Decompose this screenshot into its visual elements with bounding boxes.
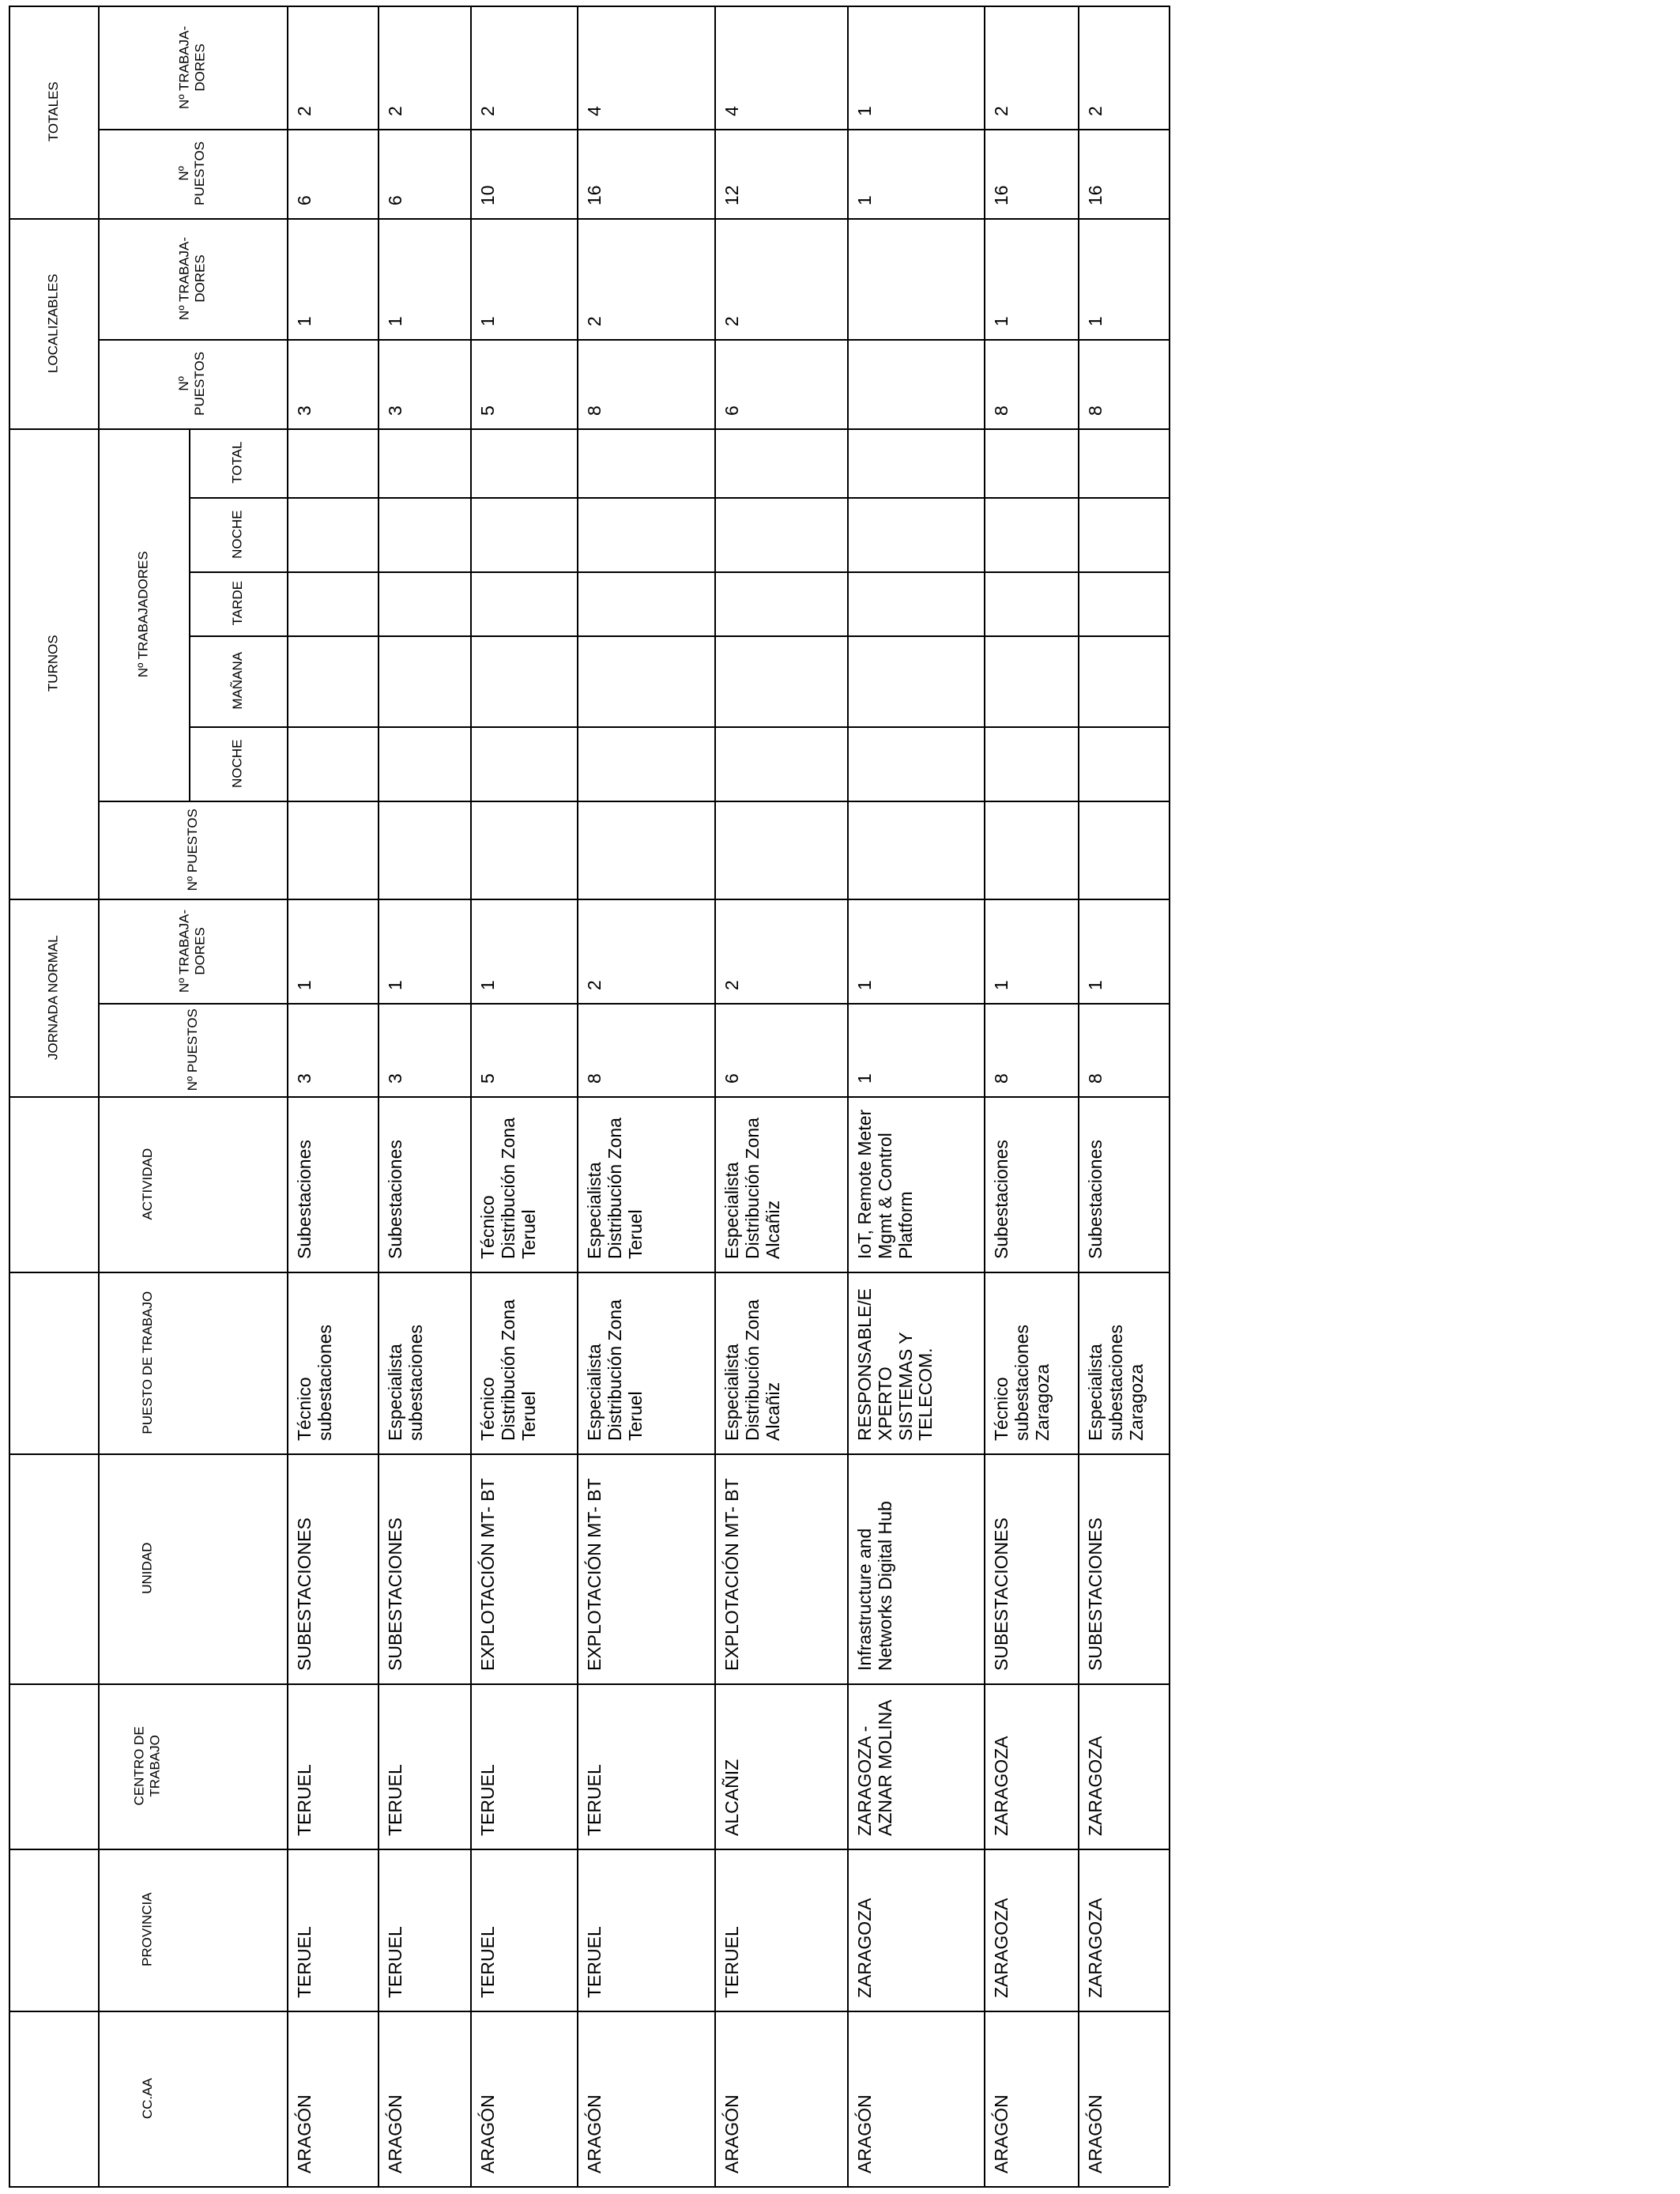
row-1-t-tarde bbox=[287, 571, 378, 635]
row-4-loc-trab-text: 2 bbox=[584, 316, 605, 326]
row-7-centro bbox=[984, 1683, 1078, 1849]
row-2-loc-puestos-text: 3 bbox=[385, 405, 405, 416]
row-6-t-total bbox=[847, 428, 984, 497]
row-3-centro-text: TERUEL bbox=[477, 1764, 498, 1836]
row-4-ccaa-text: ARAGÓN bbox=[584, 2094, 605, 2173]
row-4-t-noche1 bbox=[577, 726, 714, 801]
row-7-unidad-text: SUBESTACIONES bbox=[991, 1517, 1011, 1671]
row-7-tot-trab-text: 2 bbox=[991, 106, 1011, 116]
row-7-tot-trab bbox=[984, 6, 1078, 129]
row-3-puesto-text: Técnico Distribución Zona Teruel bbox=[477, 1299, 539, 1441]
row-8-t-total bbox=[1078, 428, 1169, 497]
row-2-unidad-text: SUBESTACIONES bbox=[385, 1517, 405, 1671]
row-8-provincia bbox=[1078, 1849, 1169, 2011]
row-4-tot-puestos-text: 16 bbox=[584, 185, 605, 205]
row-6-t-manana bbox=[847, 635, 984, 726]
row-1-jn-puestos-text: 3 bbox=[294, 1073, 315, 1084]
row-1-t-manana bbox=[287, 635, 378, 726]
row-7-t-tarde bbox=[984, 571, 1078, 635]
header-ccaa-label: CC.AA bbox=[139, 2078, 155, 2119]
row-1-t-noche2 bbox=[287, 497, 378, 571]
row-4-ccaa bbox=[577, 2011, 714, 2186]
row-8-actividad-text: Subestaciones bbox=[1085, 1140, 1106, 1259]
row-7-t-noche1 bbox=[984, 726, 1078, 801]
row-8-t-tarde bbox=[1078, 571, 1169, 635]
header-actividad bbox=[9, 1096, 287, 1272]
row-8-tot-puestos-text: 16 bbox=[1085, 185, 1106, 205]
row-6-loc-trab bbox=[847, 218, 984, 339]
header-turnos-manana-label: MAÑANA bbox=[229, 652, 245, 710]
header-jn-trabajadores bbox=[98, 899, 287, 1003]
row-3-tot-puestos bbox=[470, 129, 577, 218]
row-5-puesto-text: Especialista Distribución Zona Alcañiz bbox=[721, 1299, 783, 1441]
row-3-provincia bbox=[470, 1849, 577, 2011]
row-1-unidad-text: SUBESTACIONES bbox=[294, 1517, 315, 1671]
row-1-loc-trab-text: 1 bbox=[294, 316, 315, 326]
header-provincia-label: PROVINCIA bbox=[139, 1892, 155, 1967]
row-6-jn-puestos bbox=[847, 1003, 984, 1096]
row-4-jn-puestos-text: 8 bbox=[584, 1073, 605, 1084]
row-3-unidad-text: EXPLOTACIÓN MT- BT bbox=[477, 1478, 498, 1671]
row-8-t-puestos bbox=[1078, 801, 1169, 899]
row-7-ccaa-text: ARAGÓN bbox=[991, 2094, 1011, 2173]
row-1-jn-trab bbox=[287, 899, 378, 1003]
grid-line bbox=[1169, 6, 1170, 2186]
row-3-t-noche2 bbox=[470, 497, 577, 571]
row-4-centro bbox=[577, 1683, 714, 1849]
row-8-jn-trab bbox=[1078, 899, 1169, 1003]
row-8-jn-puestos bbox=[1078, 1003, 1169, 1096]
row-3-actividad bbox=[470, 1096, 577, 1272]
row-2-jn-trab-text: 1 bbox=[385, 980, 405, 990]
row-1-tot-puestos-text: 6 bbox=[294, 195, 315, 205]
row-8-puesto-text: Especialista subestaciones Zaragoza bbox=[1085, 1324, 1147, 1441]
row-1-provincia bbox=[287, 1849, 378, 2011]
row-8-loc-trab bbox=[1078, 218, 1169, 339]
row-8-actividad bbox=[1078, 1096, 1169, 1272]
row-5-t-noche2 bbox=[714, 497, 847, 571]
row-3-loc-trab-text: 1 bbox=[477, 316, 498, 326]
row-5-t-manana bbox=[714, 635, 847, 726]
row-2-t-noche1 bbox=[378, 726, 470, 801]
header-turnos-noche-1 bbox=[189, 726, 287, 801]
row-5-t-puestos bbox=[714, 801, 847, 899]
header-totales-label: TOTALES bbox=[45, 81, 61, 142]
row-8-t-noche2 bbox=[1078, 497, 1169, 571]
header-turnos bbox=[9, 428, 98, 899]
row-5-puesto bbox=[714, 1272, 847, 1453]
row-4-loc-puestos bbox=[577, 339, 714, 428]
header-loc-puestos-label: Nº PUESTOS bbox=[176, 352, 208, 416]
row-3-provincia-text: TERUEL bbox=[477, 1926, 498, 1998]
row-6-tot-puestos-text: 1 bbox=[854, 195, 875, 205]
row-7-loc-trab-text: 1 bbox=[991, 316, 1011, 326]
row-6-unidad bbox=[847, 1453, 984, 1683]
row-2-loc-trab bbox=[378, 218, 470, 339]
row-7-t-puestos bbox=[984, 801, 1078, 899]
row-1-ccaa bbox=[287, 2011, 378, 2186]
row-3-t-total bbox=[470, 428, 577, 497]
row-2-t-manana bbox=[378, 635, 470, 726]
header-centro bbox=[9, 1683, 287, 1849]
row-3-t-manana bbox=[470, 635, 577, 726]
header-turnos-trabajadores bbox=[98, 428, 189, 801]
header-unidad bbox=[9, 1453, 287, 1683]
row-3-puesto bbox=[470, 1272, 577, 1453]
row-8-loc-puestos bbox=[1078, 339, 1169, 428]
row-8-provincia-text: ZARAGOZA bbox=[1085, 1898, 1106, 1998]
row-8-ccaa-text: ARAGÓN bbox=[1085, 2094, 1106, 2173]
row-1-unidad bbox=[287, 1453, 378, 1683]
header-turnos-manana bbox=[189, 635, 287, 726]
row-8-ccaa bbox=[1078, 2011, 1169, 2186]
header-totales bbox=[9, 6, 98, 218]
row-1-ccaa-text: ARAGÓN bbox=[294, 2094, 315, 2173]
row-4-loc-trab bbox=[577, 218, 714, 339]
row-7-provincia bbox=[984, 1849, 1078, 2011]
row-5-tot-trab-text: 4 bbox=[721, 106, 742, 116]
row-3-loc-puestos bbox=[470, 339, 577, 428]
row-4-provincia-text: TERUEL bbox=[584, 1926, 605, 1998]
row-6-t-noche1 bbox=[847, 726, 984, 801]
row-7-jn-trab bbox=[984, 899, 1078, 1003]
row-5-actividad-text: Especialista Distribución Zona Alcañiz bbox=[721, 1118, 783, 1259]
row-5-jn-puestos bbox=[714, 1003, 847, 1096]
row-2-tot-trab bbox=[378, 6, 470, 129]
row-2-t-tarde bbox=[378, 571, 470, 635]
row-8-tot-puestos bbox=[1078, 129, 1169, 218]
row-4-jn-puestos bbox=[577, 1003, 714, 1096]
row-6-jn-puestos-text: 1 bbox=[854, 1073, 875, 1084]
row-1-actividad bbox=[287, 1096, 378, 1272]
row-2-centro-text: TERUEL bbox=[385, 1764, 405, 1836]
row-4-t-tarde bbox=[577, 571, 714, 635]
row-2-provincia-text: TERUEL bbox=[385, 1926, 405, 1998]
header-centro-label: CENTRO DE TRABAJO bbox=[131, 1726, 163, 1806]
row-5-tot-puestos-text: 12 bbox=[721, 185, 742, 205]
header-jornada-normal-label: JORNADA NORMAL bbox=[45, 935, 61, 1060]
row-6-puesto bbox=[847, 1272, 984, 1453]
row-7-jn-puestos-text: 8 bbox=[991, 1073, 1011, 1084]
row-8-unidad bbox=[1078, 1453, 1169, 1683]
header-jn-puestos-label: Nº PUESTOS bbox=[184, 1008, 200, 1091]
row-6-ccaa-text: ARAGÓN bbox=[854, 2094, 875, 2173]
row-1-centro bbox=[287, 1683, 378, 1849]
row-5-centro bbox=[714, 1683, 847, 1849]
row-4-tot-trab bbox=[577, 6, 714, 129]
row-3-loc-puestos-text: 5 bbox=[477, 405, 498, 416]
row-6-tot-trab-text: 1 bbox=[854, 106, 875, 116]
row-1-loc-puestos-text: 3 bbox=[294, 405, 315, 416]
row-3-ccaa-text: ARAGÓN bbox=[477, 2094, 498, 2173]
row-4-actividad bbox=[577, 1096, 714, 1272]
header-turnos-tarde-label: TARDE bbox=[229, 581, 245, 626]
row-6-provincia-text: ZARAGOZA bbox=[854, 1898, 875, 1998]
row-7-jn-trab-text: 1 bbox=[991, 980, 1011, 990]
row-4-centro-text: TERUEL bbox=[584, 1764, 605, 1836]
row-4-unidad bbox=[577, 1453, 714, 1683]
row-1-tot-trab-text: 2 bbox=[294, 106, 315, 116]
row-3-jn-puestos bbox=[470, 1003, 577, 1096]
row-4-actividad-text: Especialista Distribución Zona Teruel bbox=[584, 1118, 646, 1259]
row-1-t-total bbox=[287, 428, 378, 497]
row-5-loc-trab bbox=[714, 218, 847, 339]
row-5-ccaa-text: ARAGÓN bbox=[721, 2094, 742, 2173]
row-6-provincia bbox=[847, 1849, 984, 2011]
row-3-jn-trab-text: 1 bbox=[477, 980, 498, 990]
row-6-unidad-text: Infrastructure and Networks Digital Hub bbox=[854, 1501, 895, 1671]
row-4-unidad-text: EXPLOTACIÓN MT- BT bbox=[584, 1478, 605, 1671]
row-7-ccaa bbox=[984, 2011, 1078, 2186]
header-turnos-noche-1-label: NOCHE bbox=[229, 739, 245, 788]
row-5-jn-trab bbox=[714, 899, 847, 1003]
row-2-t-total bbox=[378, 428, 470, 497]
row-3-jn-trab bbox=[470, 899, 577, 1003]
row-3-loc-trab bbox=[470, 218, 577, 339]
row-4-loc-puestos-text: 8 bbox=[584, 405, 605, 416]
header-tot-puestos-label: Nº PUESTOS bbox=[176, 141, 208, 205]
row-7-t-manana bbox=[984, 635, 1078, 726]
row-7-t-total bbox=[984, 428, 1078, 497]
row-7-actividad bbox=[984, 1096, 1078, 1272]
header-turnos-total-label: TOTAL bbox=[229, 441, 245, 484]
row-2-unidad bbox=[378, 1453, 470, 1683]
row-6-jn-trab bbox=[847, 899, 984, 1003]
row-7-tot-puestos bbox=[984, 129, 1078, 218]
row-4-provincia bbox=[577, 1849, 714, 2011]
row-2-tot-puestos bbox=[378, 129, 470, 218]
header-turnos-noche-2 bbox=[189, 497, 287, 571]
row-5-tot-puestos bbox=[714, 129, 847, 218]
row-3-tot-puestos-text: 10 bbox=[477, 185, 498, 205]
row-6-t-puestos bbox=[847, 801, 984, 899]
row-1-puesto-text: Técnico subestaciones bbox=[294, 1324, 335, 1441]
row-5-unidad-text: EXPLOTACIÓN MT- BT bbox=[721, 1478, 742, 1671]
row-5-t-tarde bbox=[714, 571, 847, 635]
row-6-actividad-text: IoT, Remote Meter Mgmt & Control Platform bbox=[854, 1109, 916, 1259]
row-1-jn-trab-text: 1 bbox=[294, 980, 315, 990]
row-6-jn-trab-text: 1 bbox=[854, 980, 875, 990]
row-3-jn-puestos-text: 5 bbox=[477, 1073, 498, 1084]
row-2-loc-trab-text: 1 bbox=[385, 316, 405, 326]
row-6-centro-text: ZARAGOZA - AZNAR MOLINA bbox=[854, 1699, 895, 1836]
header-puesto bbox=[9, 1272, 287, 1453]
row-2-tot-puestos-text: 6 bbox=[385, 195, 405, 205]
row-2-actividad bbox=[378, 1096, 470, 1272]
header-tot-trabajadores-label: Nº TRABAJA- DORES bbox=[176, 25, 208, 109]
row-5-provincia-text: TERUEL bbox=[721, 1926, 742, 1998]
header-jn-trabajadores-label: Nº TRABAJA- DORES bbox=[176, 909, 208, 993]
row-8-jn-puestos-text: 8 bbox=[1085, 1073, 1106, 1084]
row-5-loc-trab-text: 2 bbox=[721, 316, 742, 326]
header-jornada-normal bbox=[9, 899, 98, 1096]
row-3-ccaa bbox=[470, 2011, 577, 2186]
row-4-jn-trab bbox=[577, 899, 714, 1003]
row-1-actividad-text: Subestaciones bbox=[294, 1140, 315, 1259]
row-5-t-total bbox=[714, 428, 847, 497]
row-2-jn-trab bbox=[378, 899, 470, 1003]
row-5-loc-puestos bbox=[714, 339, 847, 428]
row-1-t-puestos bbox=[287, 801, 378, 899]
row-4-t-noche2 bbox=[577, 497, 714, 571]
header-localizables bbox=[9, 218, 98, 428]
row-4-tot-trab-text: 4 bbox=[584, 106, 605, 116]
header-loc-trabajadores-label: Nº TRABAJA- DORES bbox=[176, 236, 208, 321]
row-7-puesto-text: Técnico subestaciones Zaragoza bbox=[991, 1324, 1053, 1441]
row-6-t-noche2 bbox=[847, 497, 984, 571]
row-5-t-noche1 bbox=[714, 726, 847, 801]
header-turnos-trabajadores-label: Nº TRABAJADORES bbox=[135, 551, 151, 678]
row-2-jn-puestos bbox=[378, 1003, 470, 1096]
header-actividad-label: ACTIVIDAD bbox=[139, 1148, 155, 1220]
row-8-unidad-text: SUBESTACIONES bbox=[1085, 1517, 1106, 1671]
row-2-puesto bbox=[378, 1272, 470, 1453]
row-2-t-noche2 bbox=[378, 497, 470, 571]
row-2-puesto-text: Especialista subestaciones bbox=[385, 1324, 426, 1441]
row-6-centro bbox=[847, 1683, 984, 1849]
row-6-loc-puestos bbox=[847, 339, 984, 428]
row-2-t-puestos bbox=[378, 801, 470, 899]
row-3-centro bbox=[470, 1683, 577, 1849]
row-5-jn-trab-text: 2 bbox=[721, 980, 742, 990]
row-7-provincia-text: ZARAGOZA bbox=[991, 1898, 1011, 1998]
header-ccaa bbox=[9, 2011, 287, 2186]
row-2-tot-trab-text: 2 bbox=[385, 106, 405, 116]
row-2-provincia bbox=[378, 1849, 470, 2011]
row-2-jn-puestos-text: 3 bbox=[385, 1073, 405, 1084]
row-5-provincia bbox=[714, 1849, 847, 2011]
row-1-jn-puestos bbox=[287, 1003, 378, 1096]
header-jn-puestos bbox=[98, 1003, 287, 1096]
row-7-jn-puestos bbox=[984, 1003, 1078, 1096]
row-1-loc-puestos bbox=[287, 339, 378, 428]
row-6-tot-puestos bbox=[847, 129, 984, 218]
row-8-loc-puestos-text: 8 bbox=[1085, 405, 1106, 416]
grid-line bbox=[9, 2186, 1169, 2188]
row-8-loc-trab-text: 1 bbox=[1085, 316, 1106, 326]
header-tot-puestos bbox=[98, 129, 287, 218]
row-6-puesto-text: RESPONSABLE/E XPERTO SISTEMAS Y TELECOM. bbox=[854, 1287, 936, 1441]
row-7-puesto bbox=[984, 1272, 1078, 1453]
row-5-jn-puestos-text: 6 bbox=[721, 1073, 742, 1084]
row-7-loc-puestos-text: 8 bbox=[991, 405, 1011, 416]
row-6-tot-trab bbox=[847, 6, 984, 129]
row-8-t-noche1 bbox=[1078, 726, 1169, 801]
row-7-centro-text: ZARAGOZA bbox=[991, 1736, 1011, 1836]
row-7-loc-puestos bbox=[984, 339, 1078, 428]
row-8-centro-text: ZARAGOZA bbox=[1085, 1736, 1106, 1836]
row-3-t-puestos bbox=[470, 801, 577, 899]
row-8-puesto bbox=[1078, 1272, 1169, 1453]
header-turnos-puestos-label: Nº PUESTOS bbox=[184, 808, 200, 892]
row-7-actividad-text: Subestaciones bbox=[991, 1140, 1011, 1259]
row-1-tot-puestos bbox=[287, 129, 378, 218]
header-tot-trabajadores bbox=[98, 6, 287, 129]
row-5-loc-puestos-text: 6 bbox=[721, 405, 742, 416]
row-5-ccaa bbox=[714, 2011, 847, 2186]
row-8-tot-trab-text: 2 bbox=[1085, 106, 1106, 116]
row-5-tot-trab bbox=[714, 6, 847, 129]
row-2-ccaa bbox=[378, 2011, 470, 2186]
row-8-t-manana bbox=[1078, 635, 1169, 726]
row-4-jn-trab-text: 2 bbox=[584, 980, 605, 990]
row-2-loc-puestos bbox=[378, 339, 470, 428]
row-5-unidad bbox=[714, 1453, 847, 1683]
row-2-ccaa-text: ARAGÓN bbox=[385, 2094, 405, 2173]
header-loc-trabajadores bbox=[98, 218, 287, 339]
header-turnos-tarde bbox=[189, 571, 287, 635]
header-turnos-total bbox=[189, 428, 287, 497]
header-puesto-label: PUESTO DE TRABAJO bbox=[139, 1291, 155, 1434]
row-4-puesto-text: Especialista Distribución Zona Teruel bbox=[584, 1299, 646, 1441]
header-loc-puestos bbox=[98, 339, 287, 428]
row-6-actividad bbox=[847, 1096, 984, 1272]
header-provincia bbox=[9, 1849, 287, 2011]
row-3-t-tarde bbox=[470, 571, 577, 635]
row-3-actividad-text: Técnico Distribución Zona Teruel bbox=[477, 1118, 539, 1259]
row-6-ccaa bbox=[847, 2011, 984, 2186]
header-turnos-puestos bbox=[98, 801, 287, 899]
row-4-t-manana bbox=[577, 635, 714, 726]
row-4-tot-puestos bbox=[577, 129, 714, 218]
row-3-unidad bbox=[470, 1453, 577, 1683]
header-unidad-label: UNIDAD bbox=[139, 1542, 155, 1595]
row-4-t-total bbox=[577, 428, 714, 497]
row-3-tot-trab-text: 2 bbox=[477, 106, 498, 116]
row-2-actividad-text: Subestaciones bbox=[385, 1140, 405, 1259]
row-1-loc-trab bbox=[287, 218, 378, 339]
row-1-provincia-text: TERUEL bbox=[294, 1926, 315, 1998]
row-1-tot-trab bbox=[287, 6, 378, 129]
row-7-tot-puestos-text: 16 bbox=[991, 185, 1011, 205]
row-4-t-puestos bbox=[577, 801, 714, 899]
row-1-t-noche1 bbox=[287, 726, 378, 801]
row-8-tot-trab bbox=[1078, 6, 1169, 129]
row-6-t-tarde bbox=[847, 571, 984, 635]
row-3-t-noche1 bbox=[470, 726, 577, 801]
row-5-centro-text: ALCAÑIZ bbox=[721, 1759, 742, 1836]
row-1-puesto bbox=[287, 1272, 378, 1453]
header-turnos-noche-2-label: NOCHE bbox=[229, 510, 245, 559]
row-2-centro bbox=[378, 1683, 470, 1849]
row-7-t-noche2 bbox=[984, 497, 1078, 571]
header-localizables-label: LOCALIZABLES bbox=[45, 273, 61, 373]
row-5-actividad bbox=[714, 1096, 847, 1272]
row-8-centro bbox=[1078, 1683, 1169, 1849]
row-1-centro-text: TERUEL bbox=[294, 1764, 315, 1836]
row-4-puesto bbox=[577, 1272, 714, 1453]
header-turnos-label: TURNOS bbox=[45, 635, 61, 692]
row-7-unidad bbox=[984, 1453, 1078, 1683]
row-3-tot-trab bbox=[470, 6, 577, 129]
row-8-jn-trab-text: 1 bbox=[1085, 980, 1106, 990]
row-7-loc-trab bbox=[984, 218, 1078, 339]
